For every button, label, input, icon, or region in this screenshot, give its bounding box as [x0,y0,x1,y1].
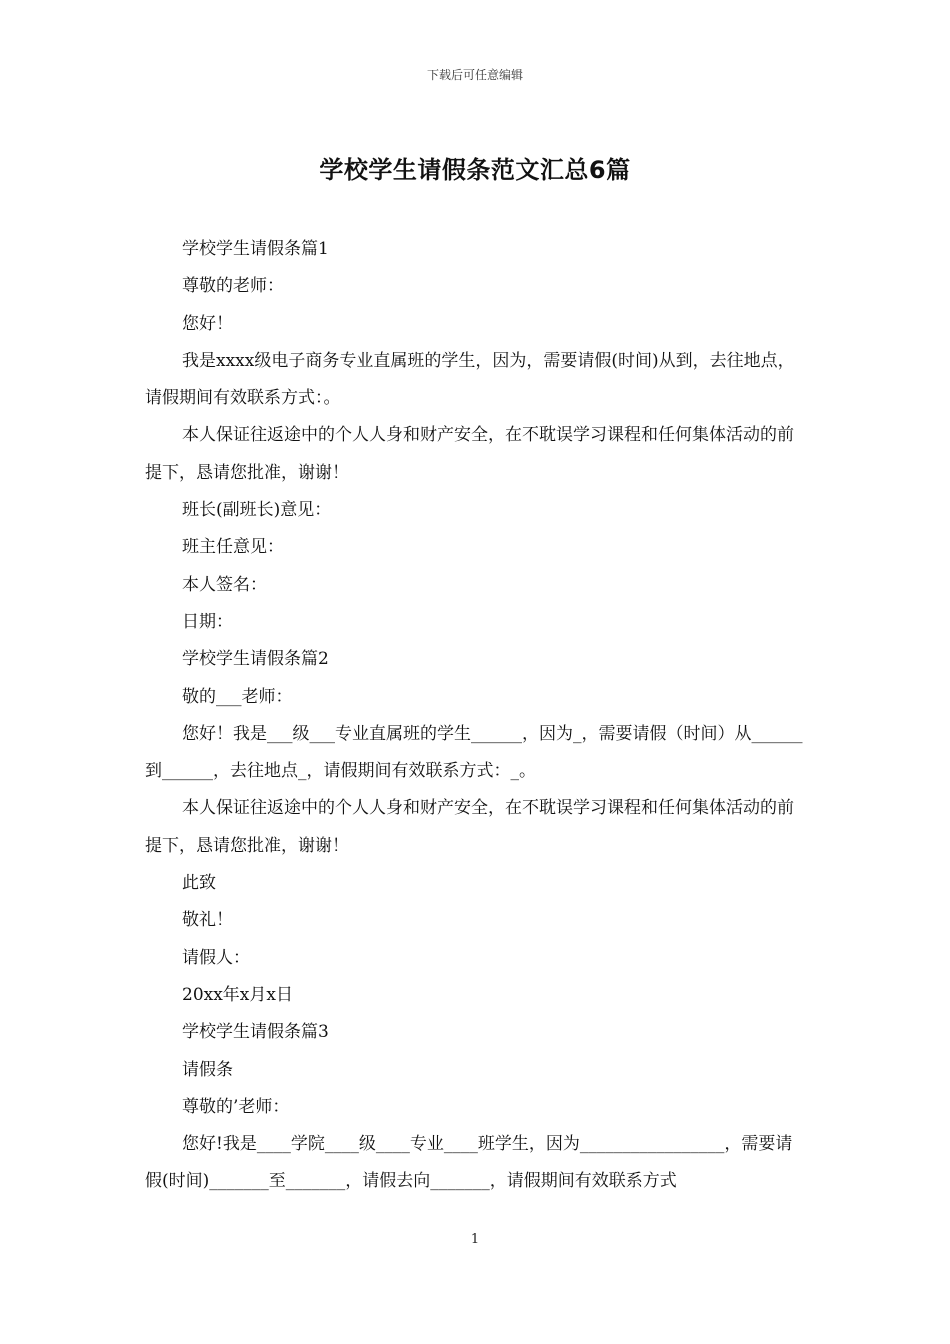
body-paragraph: 您好!我是____学院____级____专业____班学生，因为_________________，需要请假(时间)_______至_______，请假去向_______，请假期间有效联系方式 [145,1134,793,1192]
body-paragraph: 本人保证往返途中的个人人身和财产安全，在不耽误学习课程和任何集体活动的前提下，恳请您批准，谢谢！ [145,798,794,856]
salutation: 尊敬的老师： [182,276,284,297]
salutation: 尊敬的’老师： [182,1096,290,1117]
section-heading-1: 学校学生请假条篇1 [182,239,329,259]
monitor-opinion: 班长(副班长)意见： [182,500,332,521]
document-title: 学校学生请假条范文汇总6篇 [319,156,631,184]
closing-line: 此致 [182,873,216,894]
section-heading-3: 学校学生请假条篇3 [182,1022,329,1043]
page-number: 1 [470,1232,480,1247]
greeting: 您好！ [182,313,233,334]
requester-line: 请假人： [182,947,250,968]
section-heading-2: 学校学生请假条篇2 [182,649,329,670]
teacher-opinion: 班主任意见： [182,537,284,558]
note-title: 请假条 [182,1059,233,1080]
document-body [145,231,807,1201]
body-paragraph: 您好！我是___级___专业直属班的学生______，因为_，需要请假（时间）从______到______，去往地点_，请假期间有效联系方式：_。 [145,723,803,782]
signature-line: 本人签名： [182,574,267,595]
body-paragraph: 我是xxxx级电子商务专业直属班的学生，因为，需要请假(时间)从到，去往地点，请假期间有效联系方式：。 [145,350,795,409]
closing-line: 敬礼！ [182,910,233,931]
header-note: 下载后可任意编辑 [426,68,523,82]
date-line: 20xx年x月x日 [182,984,293,1005]
salutation: 敬的___老师： [182,686,293,707]
body-paragraph: 本人保证往返途中的个人人身和财产安全，在不耽误学习课程和任何集体活动的前提下，恳请您批准，谢谢！ [145,425,794,483]
date-line: 日期： [182,611,233,632]
